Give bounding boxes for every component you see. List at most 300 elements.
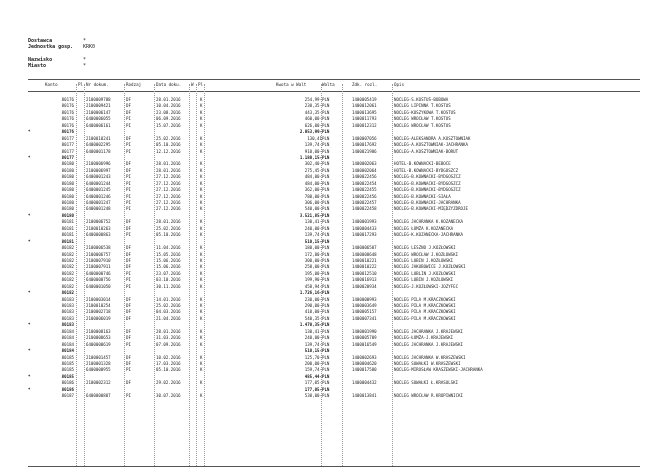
- cell-data: 15.07.2016: [156, 122, 181, 128]
- cell-nr-dokum: 6400000807: [86, 393, 111, 399]
- cell-zlecenie: 1400022454: [352, 180, 377, 186]
- cell-kwota: 159,74-: [304, 367, 322, 373]
- cell-data: 23.07.2016: [156, 270, 181, 276]
- cell-konto: 80177: [61, 142, 74, 148]
- cell-konto: 80181: [61, 232, 74, 238]
- cell-nr-dokum: 2100006538: [86, 245, 111, 251]
- cell-rodzaj: PI: [126, 283, 131, 289]
- cell-nr-dokum: 2100006752: [86, 219, 111, 225]
- cell-waluta: PLN: [322, 225, 330, 231]
- cell-w: K: [200, 174, 203, 180]
- col-nr: Nr dokum.: [86, 82, 109, 87]
- cell-opis: NOCLEG JACHRANKA J.KRAJEWSKI: [394, 328, 464, 334]
- cell-kwota: 362,00-: [304, 187, 322, 193]
- cell-kwota: 410,00-: [304, 309, 322, 315]
- cell-waluta: PLN: [322, 129, 330, 135]
- cell-nr-dokum: 2100002312: [86, 380, 111, 386]
- cell-w: K: [200, 257, 203, 263]
- cell-w: K: [200, 380, 203, 386]
- cell-kwota: 302,40-: [304, 161, 322, 167]
- cell-opis: NOCLEG-B.KOWNACKI-BYDGOSZCZ: [394, 187, 461, 193]
- cell-opis: NOCLEG WROCŁAW J.KOZŁOWSKI: [394, 251, 459, 257]
- cell-zlecenie: 1400013841: [352, 393, 377, 399]
- cell-zlecenie: 1400004433: [352, 225, 377, 231]
- cell-waluta: PLN: [322, 322, 330, 328]
- cell-data: 03.10.2016: [156, 277, 181, 283]
- cell-data: 28.01.2016: [156, 328, 181, 334]
- cell-rodzaj: DF: [126, 354, 131, 360]
- cell-data: 23.08.2016: [156, 109, 181, 115]
- cell-opis: NOCLEG LUBIN J.KOZŁOWSKI: [394, 257, 454, 263]
- col-w: W: [191, 82, 194, 87]
- row-marker: *: [28, 154, 31, 160]
- cell-waluta: PLN: [322, 393, 330, 399]
- cell-w: K: [200, 135, 203, 141]
- row-marker: *: [28, 322, 31, 328]
- cell-nr-dokum: 6400001245: [86, 187, 111, 193]
- cell-zlecenie: 1400021986: [352, 148, 377, 154]
- cell-kwota: 290,00-: [304, 303, 322, 308]
- cell-zlecenie: 1400005157: [352, 309, 377, 315]
- cell-opis: NOCLEG-A.KOSZTOWNIAK-BORUT: [394, 148, 459, 154]
- cell-zlecenie: 1400008648: [352, 251, 377, 257]
- cell-data: 11.04.2016: [156, 245, 181, 251]
- cell-waluta: PLN: [322, 180, 330, 186]
- cell-opis: NOCLEG JACHRANKA J.KRAJEWSKI: [394, 341, 464, 347]
- cell-opis: NOCLEG SUWAŁKI Ł.KRASULSKI: [394, 380, 459, 386]
- cell-konto: 80177: [61, 135, 74, 141]
- cell-konto: 80182: [61, 270, 74, 276]
- cell-zlecenie: 1400010222: [352, 264, 377, 270]
- cell-data: 27.12.2016: [156, 193, 181, 199]
- cell-data: 29.02.2016: [156, 380, 181, 386]
- cell-nr-dokum: 2100010241: [86, 135, 111, 141]
- cell-data: 06.09.2016: [156, 116, 181, 122]
- cell-waluta: PLN: [322, 219, 330, 225]
- cell-waluta: PLN: [322, 245, 330, 251]
- cell-kwota: 510,15-: [304, 348, 322, 354]
- cell-opis: NOCLEG PILA M.KRACZKOWSKI: [394, 303, 456, 308]
- cell-kwota: 130,41: [307, 135, 322, 141]
- cell-data: 27.12.2016: [156, 200, 181, 205]
- cell-w: K: [200, 148, 203, 154]
- cell-zlecenie: 1400003649: [352, 303, 377, 308]
- cell-kwota: 130,41-: [304, 219, 322, 225]
- cell-w: K: [200, 122, 203, 128]
- cell-nr-dokum: 6400001178: [86, 148, 111, 154]
- cell-data: 05.10.2016: [156, 367, 181, 373]
- cell-konto: 80181: [61, 225, 74, 231]
- cell-konto: 80183: [61, 296, 74, 302]
- cell-waluta: PLN: [322, 174, 330, 180]
- row-marker: *: [28, 290, 31, 296]
- cell-data: 25.02.2016: [156, 303, 181, 308]
- cell-opis: NOCLEG-B.KOWNACKI-BYDGOSZCZ: [394, 174, 461, 180]
- cell-kwota: 540,35-: [304, 315, 322, 321]
- cell-waluta: PLN: [322, 315, 330, 321]
- cell-zlecenie: 1400017580: [352, 367, 377, 373]
- cell-rodzaj: PI: [126, 174, 131, 180]
- cell-zlecenie: 1400022456: [352, 193, 377, 199]
- cell-opis: NOCLEG JACHRANKA W.KRASZEWSKI: [394, 354, 466, 360]
- cell-opis: NOCLEG JACHRANKA K.KOZANECKA: [394, 219, 464, 225]
- cell-opis: NOCLEG-KOSZYKOWA T.KOSTUŚ: [394, 109, 456, 115]
- cell-konto: 80184: [61, 335, 74, 341]
- cell-zlecenie: 1400000993: [352, 296, 377, 302]
- cell-kwota: 254,99-: [304, 97, 322, 102]
- cell-zlecenie: 1400007341: [352, 315, 377, 321]
- cell-w: K: [200, 341, 203, 347]
- cell-waluta: PLN: [322, 303, 330, 308]
- cell-opis: NOCLEG-B.KOWNACKI-BYDGOSZCZ: [394, 180, 461, 186]
- cell-rodzaj: PI: [126, 341, 131, 347]
- cell-nr-dokum: 6400000619: [86, 341, 111, 347]
- cell-w: K: [200, 97, 203, 102]
- cell-waluta: PLN: [322, 283, 330, 289]
- cell-opis: NOCLEG-B.KOWNACKI-JACHRANKA: [394, 200, 461, 205]
- cell-kwota: 484,00-: [304, 174, 322, 180]
- jednostka-value: KRK0: [83, 44, 96, 50]
- cell-waluta: PLN: [322, 116, 330, 122]
- cell-w: K: [200, 303, 203, 308]
- cell-nr-dokum: 2100003014: [86, 296, 111, 302]
- cell-kwota: 139,74-: [304, 341, 322, 347]
- cell-w: K: [200, 335, 203, 341]
- cell-data: 14.01.2016: [156, 296, 181, 302]
- col-kwota: Kwota w Walt: [276, 82, 307, 87]
- cell-data: 25.02.2016: [156, 135, 181, 141]
- cell-rodzaj: PI: [126, 142, 131, 148]
- cell-rodzaj: DF: [126, 328, 131, 334]
- cell-konto: 80183: [61, 315, 74, 321]
- cell-zlecenie: 1400004620: [352, 360, 377, 366]
- cell-waluta: PLN: [322, 277, 330, 283]
- cell-zlecenie: 1400001990: [352, 328, 377, 334]
- cell-kwota: 258,00-: [304, 264, 322, 270]
- cell-kwota: 510,15-: [304, 238, 322, 244]
- cell-nr-dokum: 6400000756: [86, 277, 111, 283]
- cell-nr-dokum: 6400000955: [86, 367, 111, 373]
- cell-kwota: 177,05-: [304, 386, 322, 392]
- cell-rodzaj: PI: [126, 277, 131, 283]
- cell-waluta: PLN: [322, 264, 330, 270]
- row-marker: *: [28, 348, 31, 354]
- cell-nr-dokum: 2100001328: [86, 360, 111, 366]
- cell-zlecenie: 1400012312: [352, 122, 377, 128]
- cell-data: 25.02.2016: [156, 225, 181, 231]
- cell-konto: 80176: [61, 122, 74, 128]
- cell-nr-dokum: 2100006996: [86, 161, 111, 167]
- cell-w: K: [200, 360, 203, 366]
- cell-konto: 80187: [61, 393, 74, 399]
- cell-konto: 80180: [61, 161, 74, 167]
- cell-waluta: PLN: [322, 348, 330, 354]
- cell-waluta: PLN: [322, 270, 330, 276]
- nazwisko-value: *: [83, 57, 87, 63]
- cell-konto: 80180: [61, 174, 74, 180]
- cell-zlecenie: 1400004432: [352, 380, 377, 386]
- cell-nr-dokum: 6400001244: [86, 180, 111, 186]
- cell-nr-dokum: 2100006997: [86, 167, 111, 173]
- cell-opis: HOTEL-B.KOWNACKI-BEBOCE: [394, 161, 451, 167]
- cell-zlecenie: 1400006507: [352, 245, 377, 251]
- cell-rodzaj: DF: [126, 161, 131, 167]
- cell-waluta: PLN: [322, 296, 330, 302]
- cell-nr-dokum: 6400006161: [86, 122, 111, 128]
- cell-data: 27.12.2016: [156, 206, 181, 212]
- cell-zlecenie: 1400022455: [352, 187, 377, 193]
- cell-kwota: 2.053,99-: [299, 129, 322, 135]
- cell-w: K: [200, 270, 203, 276]
- cell-kwota: 240,00-: [304, 335, 322, 341]
- col-zlecenie: Zdk. rozl.: [352, 82, 378, 87]
- cell-waluta: PLN: [322, 167, 330, 173]
- cell-konto: 80182: [61, 251, 74, 257]
- cell-nr-dokum: 2100006147: [86, 109, 111, 115]
- cell-w: K: [200, 116, 203, 122]
- cell-data: 28.01.2016: [156, 97, 181, 102]
- cell-konto: 80180: [61, 193, 74, 199]
- cell-waluta: PLN: [322, 200, 330, 205]
- cell-w: K: [200, 328, 203, 334]
- cell-opis: NOCLEG-MIROSŁAW KRASZEWSKI-JACHRANKA: [394, 367, 483, 373]
- cell-zlecenie: 1400012510: [352, 270, 377, 276]
- cell-data: 27.12.2016: [156, 174, 181, 180]
- cell-waluta: PLN: [322, 187, 330, 193]
- cell-nr-dokum: 6400001247: [86, 200, 111, 205]
- cell-nr-dokum: 2100006757: [86, 251, 111, 257]
- cell-w: K: [200, 109, 203, 115]
- row-marker: *: [28, 238, 31, 244]
- cell-konto: 80180: [61, 180, 74, 186]
- cell-konto: 80177: [61, 154, 74, 160]
- cell-kwota: 1.180,15-: [299, 154, 322, 160]
- cell-rodzaj: DF: [126, 225, 131, 231]
- cell-nr-dokum: 2100001457: [86, 354, 111, 360]
- cell-rodzaj: PI: [126, 116, 131, 122]
- cell-rodzaj: DF: [126, 303, 131, 308]
- cell-nr-dokum: 6400001243: [86, 174, 111, 180]
- cell-nr-dokum: 6400002295: [86, 142, 111, 148]
- cell-konto: 80185: [61, 354, 74, 360]
- cell-data: 28.01.2016: [156, 167, 181, 173]
- cell-nr-dokum: 2100002718: [86, 309, 111, 315]
- cell-opis: NOCLEG ŁOMŻA K.KOZANECKA: [394, 225, 454, 231]
- cell-waluta: PLN: [322, 341, 330, 347]
- cell-konto: 80176: [61, 103, 74, 109]
- cell-rodzaj: DF: [126, 309, 131, 315]
- cell-konto: 80180: [61, 187, 74, 193]
- cell-rodzaj: DF: [126, 167, 131, 173]
- cell-waluta: PLN: [322, 290, 330, 296]
- cell-rodzaj: DF: [126, 245, 131, 251]
- cell-waluta: PLN: [322, 206, 330, 212]
- cell-kwota: 300,00-: [304, 257, 322, 263]
- cell-rodzaj: PI: [126, 270, 131, 276]
- cell-konto: 80180: [61, 206, 74, 212]
- cell-zlecenie: 1400022456: [352, 174, 377, 180]
- cell-nr-dokum: 6400001248: [86, 206, 111, 212]
- cell-konto: 80182: [61, 277, 74, 283]
- cell-konto: 80184: [61, 328, 74, 334]
- cell-zlecenie: 1400002064: [352, 167, 377, 173]
- cell-konto: 80182: [61, 257, 74, 263]
- cell-konto: 80180: [61, 200, 74, 205]
- cell-konto: 80186: [61, 386, 74, 392]
- cell-opis: NOCLEG LESZNO J.KOZŁOWSKI: [394, 245, 456, 251]
- cell-waluta: PLN: [322, 257, 330, 263]
- cell-w: K: [200, 315, 203, 321]
- cell-kwota: 1.470,35-: [299, 322, 322, 328]
- cell-konto: 80176: [61, 97, 74, 102]
- cell-rodzaj: DF: [126, 103, 131, 109]
- cell-kwota: 200,00-: [304, 360, 322, 366]
- cell-data: 30.07.2016: [156, 393, 181, 399]
- cell-konto: 80182: [61, 245, 74, 251]
- cell-konto: 80182: [61, 283, 74, 289]
- cell-opis: NOCLEG-ALEKSANDRA A.KOSZTOWNIAK: [394, 135, 471, 141]
- cell-rodzaj: DF: [126, 315, 131, 321]
- col-rodzaj: Rodzaj: [126, 82, 142, 87]
- table-body: [28, 97, 640, 400]
- cell-waluta: PLN: [322, 148, 330, 154]
- jednostka-row: [28, 44, 96, 50]
- cell-data: 31.03.2016: [156, 335, 181, 341]
- cell-konto: 80177: [61, 148, 74, 154]
- cell-kwota: 460,00-: [304, 116, 322, 122]
- cell-waluta: PLN: [322, 360, 330, 366]
- cell-zlecenie: 1400001993: [352, 219, 377, 225]
- cell-kwota: 530,00-: [304, 393, 322, 399]
- cell-konto: 80180: [61, 212, 74, 218]
- cell-konto: 80176: [61, 129, 74, 135]
- cell-data: 21.04.2016: [156, 315, 181, 321]
- cell-rodzaj: PI: [126, 148, 131, 154]
- cell-konto: 80183: [61, 303, 74, 308]
- cell-kwota: 230,00-: [304, 296, 322, 302]
- cell-data: 27.12.2016: [156, 180, 181, 186]
- cell-zlecenie: 1400002693: [352, 354, 377, 360]
- cell-kwota: 626,00-: [304, 122, 322, 128]
- cell-waluta: PLN: [322, 109, 330, 115]
- cell-waluta: PLN: [322, 135, 330, 141]
- cell-waluta: PLN: [322, 122, 330, 128]
- cell-zlecenie: 1400022457: [352, 200, 377, 205]
- cell-konto: 80183: [61, 309, 74, 315]
- cell-rodzaj: PI: [126, 193, 131, 199]
- cell-waluta: PLN: [322, 367, 330, 373]
- cell-nr-dokum: 2100007910: [86, 257, 111, 263]
- cell-rodzaj: DF: [126, 109, 131, 115]
- cell-rodzaj: PI: [126, 393, 131, 399]
- cell-w: K: [200, 187, 203, 193]
- cell-kwota: 139,74-: [304, 232, 322, 238]
- cell-w: K: [200, 193, 203, 199]
- cell-nr-dokum: 6400000863: [86, 232, 111, 238]
- cell-rodzaj: DF: [126, 360, 131, 366]
- cell-opis: NOCLEG PILA M.KRACZKOWSKI: [394, 296, 456, 302]
- cell-rodzaj: PI: [126, 206, 131, 212]
- cell-data: 05.10.2016: [156, 232, 181, 238]
- row-marker: *: [28, 129, 31, 135]
- cell-kwota: 177,05-: [304, 380, 322, 386]
- cell-opis: NOCLEG-ŁOMŻA-J.KRAJEWSKI: [394, 335, 454, 341]
- cell-waluta: PLN: [322, 380, 330, 386]
- cell-waluta: PLN: [322, 232, 330, 238]
- cell-zlecenie: 1400011793: [352, 116, 377, 122]
- cell-zlecenie: 1400007056: [352, 135, 377, 141]
- cell-kwota: 180,00-: [304, 245, 322, 251]
- cell-opis: NOCLEG LUBIN J.KOZŁOWSKI: [394, 277, 454, 283]
- cell-w: K: [200, 393, 203, 399]
- cell-kwota: 172,80-: [304, 251, 322, 257]
- cell-w: K: [200, 277, 203, 283]
- cell-w: K: [200, 200, 203, 205]
- cell-konto: 80185: [61, 367, 74, 373]
- cell-zlecenie: 1400012061: [352, 103, 377, 109]
- cell-data: 15.06.2016: [156, 264, 181, 270]
- cell-nr-dokum: 6400001246: [86, 193, 111, 199]
- table-top-rule: [28, 79, 640, 80]
- cell-zlecenie: 1400016549: [352, 341, 377, 347]
- cell-konto: 80185: [61, 373, 74, 379]
- cell-kwota: 910,00-: [304, 148, 322, 154]
- cell-konto: 80184: [61, 341, 74, 347]
- cell-kwota: 195,00-: [304, 270, 322, 276]
- cell-nr-dokum: 2100009788: [86, 97, 111, 102]
- cell-kwota: 484,00-: [304, 180, 322, 186]
- cell-opis: NOCLEG-B.KOWNACKI-SIAŁA: [394, 193, 451, 199]
- table-row: [28, 393, 640, 399]
- cell-nr-dokum: 2100010254: [86, 303, 111, 308]
- cell-zlecenie: 1400005709: [352, 335, 377, 341]
- cell-waluta: PLN: [322, 193, 330, 199]
- header-bottom-rule: [28, 91, 640, 92]
- cell-nr-dokum: 2100006019: [86, 315, 111, 321]
- cell-nr-dokum: 2100010263: [86, 225, 111, 231]
- miasto-value: *: [83, 63, 87, 69]
- cell-waluta: PLN: [322, 386, 330, 392]
- cell-waluta: PLN: [322, 309, 330, 315]
- cell-zlecenie: 1400010221: [352, 257, 377, 263]
- cell-rodzaj: PI: [126, 367, 131, 373]
- cell-waluta: PLN: [322, 161, 330, 167]
- cell-zlecenie: 1400002063: [352, 161, 377, 167]
- cell-rodzaj: DF: [126, 257, 131, 263]
- cell-zlecenie: 1400013695: [352, 109, 377, 115]
- cell-kwota: 199,90-: [304, 277, 322, 283]
- dostawca-label: Dostawca: [28, 38, 53, 44]
- jednostka-label: Jednostka gosp.: [28, 44, 74, 50]
- cell-opis: NOCLEG-J.KOZŁOWSKI-JOZYFEC: [394, 283, 459, 289]
- cell-konto: 80180: [61, 167, 74, 173]
- nazwisko-label: Nazwisko: [28, 57, 53, 63]
- cell-waluta: PLN: [322, 373, 330, 379]
- cell-kwota: 125,70-: [304, 354, 322, 360]
- cell-opis: NOCLEG-B.KOWNACKI-MIĘDZYZDROJE: [394, 206, 468, 212]
- cell-w: K: [200, 206, 203, 212]
- cell-opis: NOCLEG WROCŁAW T.KOSTUŚ: [394, 122, 451, 128]
- cell-data: 10.02.2016: [156, 354, 181, 360]
- cell-waluta: PLN: [322, 251, 330, 257]
- cell-konto: 80181: [61, 219, 74, 225]
- cell-w: K: [200, 245, 203, 251]
- cell-opis: NOCLEG JAKUBOWICE J.KOZŁOWSKI: [394, 264, 466, 270]
- cell-opis: NOCLEG SUWAŁKI W.KRASZEWSKI: [394, 360, 461, 366]
- cell-w: K: [200, 219, 203, 225]
- dostawca-value: *: [83, 38, 87, 44]
- cell-w: K: [200, 142, 203, 148]
